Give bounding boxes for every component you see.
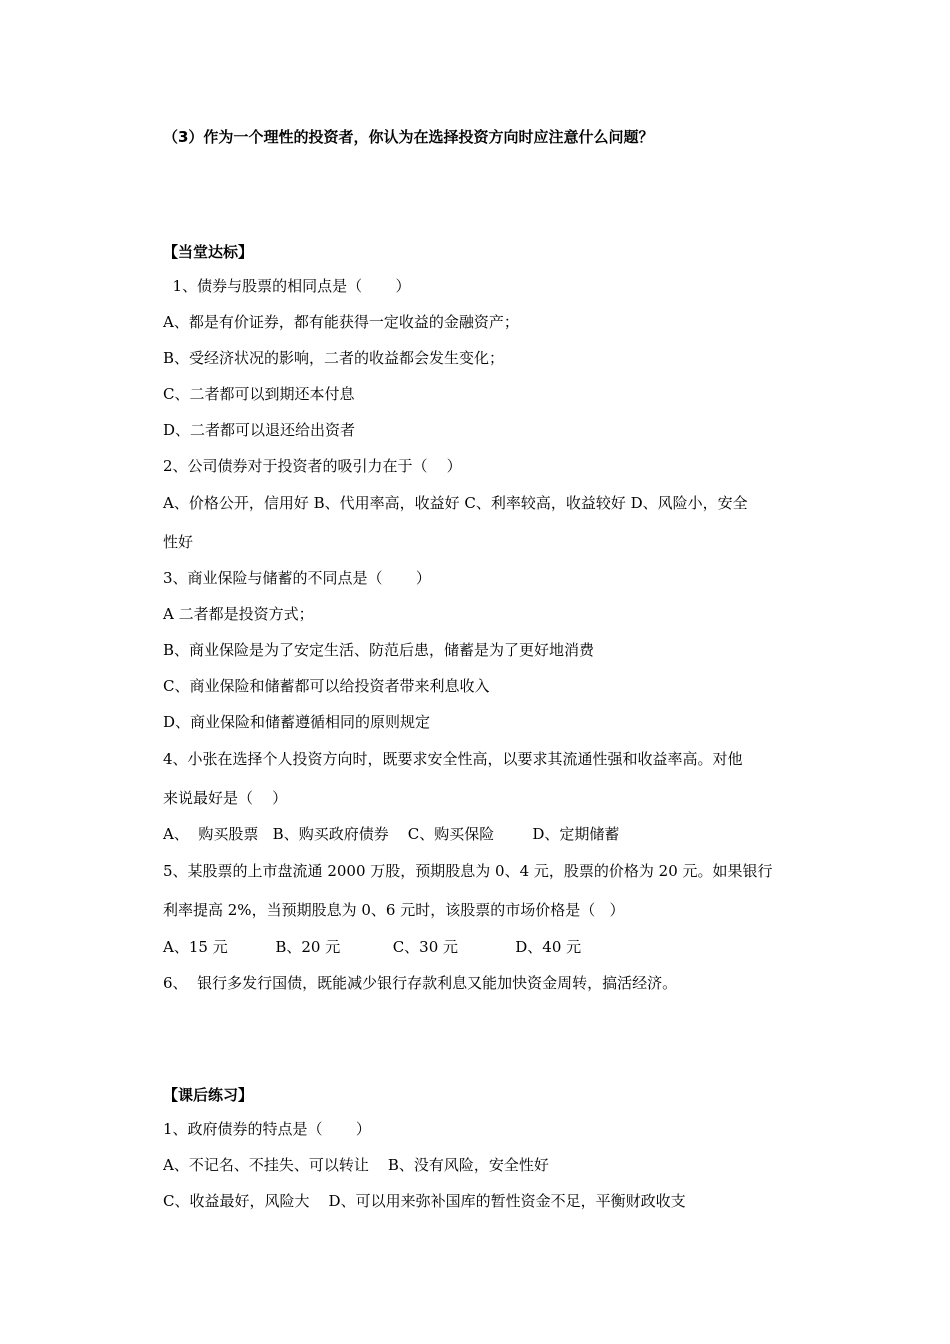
s1-line-1: A、都是有价证券，都有能获得一定收益的金融资产； <box>163 313 519 331</box>
s1-line-16: 5、某股票的上市盘流通 2000 万股，预期股息为 0、4 元，股票的价格为 20 元。如果银行 <box>163 862 773 880</box>
s1-line-13: 4、小张在选择个人投资方向时，既要求安全性高，以要求其流通性强和收益率高。对他 <box>163 750 743 768</box>
s1-line-9: A 二者都是投资方式； <box>163 605 314 623</box>
s1-line-11: C、商业保险和储蓄都可以给投资者带来利息收入 <box>163 677 490 695</box>
s1-line-2: B、受经济状况的影响，二者的收益都会发生变化； <box>163 349 505 367</box>
s1-line-17: 利率提高 2%，当预期股息为 0、6 元时，该股票的市场价格是（ ） <box>163 901 625 919</box>
question-3: （3）作为一个理性的投资者，你认为在选择投资方向时应注意什么问题？ <box>163 128 654 146</box>
s1-line-7: 性好 <box>163 533 194 551</box>
s1-line-10: B、商业保险是为了安定生活、防范后患，储蓄是为了更好地消费 <box>163 641 595 659</box>
s1-line-14: 来说最好是（ ） <box>163 789 288 807</box>
s1-line-6: A、价格公开，信用好 B、代用率高，收益好 C、利率较高，收益较好 D、风险小，安全 <box>163 494 748 512</box>
s1-line-5: 2、公司债券对于投资者的吸引力在于（ ） <box>163 457 462 475</box>
s1-line-0: 1、债券与股票的相同点是（ ） <box>163 277 411 295</box>
s1-line-15: A、 购买股票 B、购买政府债券 C、购买保险 D、定期储蓄 <box>163 825 620 843</box>
s1-line-4: D、二者都可以退还给出资者 <box>163 421 356 439</box>
s2-line-2: C、收益最好，风险大 D、可以用来弥补国库的暂性资金不足，平衡财政收支 <box>163 1192 686 1210</box>
s2-line-0: 1、政府债券的特点是（ ） <box>163 1120 371 1138</box>
s1-line-12: D、商业保险和储蓄遵循相同的原则规定 <box>163 713 431 731</box>
section-heading-in-class: 【当堂达标】 <box>163 243 254 261</box>
s2-line-1: A、不记名、不挂失、可以转让 B、没有风险，安全性好 <box>163 1156 549 1174</box>
s1-line-18: A、15 元 B、20 元 C、30 元 D、40 元 <box>163 938 582 956</box>
s1-line-8: 3、商业保险与储蓄的不同点是（ ） <box>163 569 431 587</box>
s1-line-19: 6、 银行多发行国债，既能减少银行存款利息又能加快资金周转，搞活经济。 <box>163 974 678 992</box>
section-heading-after-class: 【课后练习】 <box>163 1086 254 1104</box>
s1-line-3: C、二者都可以到期还本付息 <box>163 385 355 403</box>
